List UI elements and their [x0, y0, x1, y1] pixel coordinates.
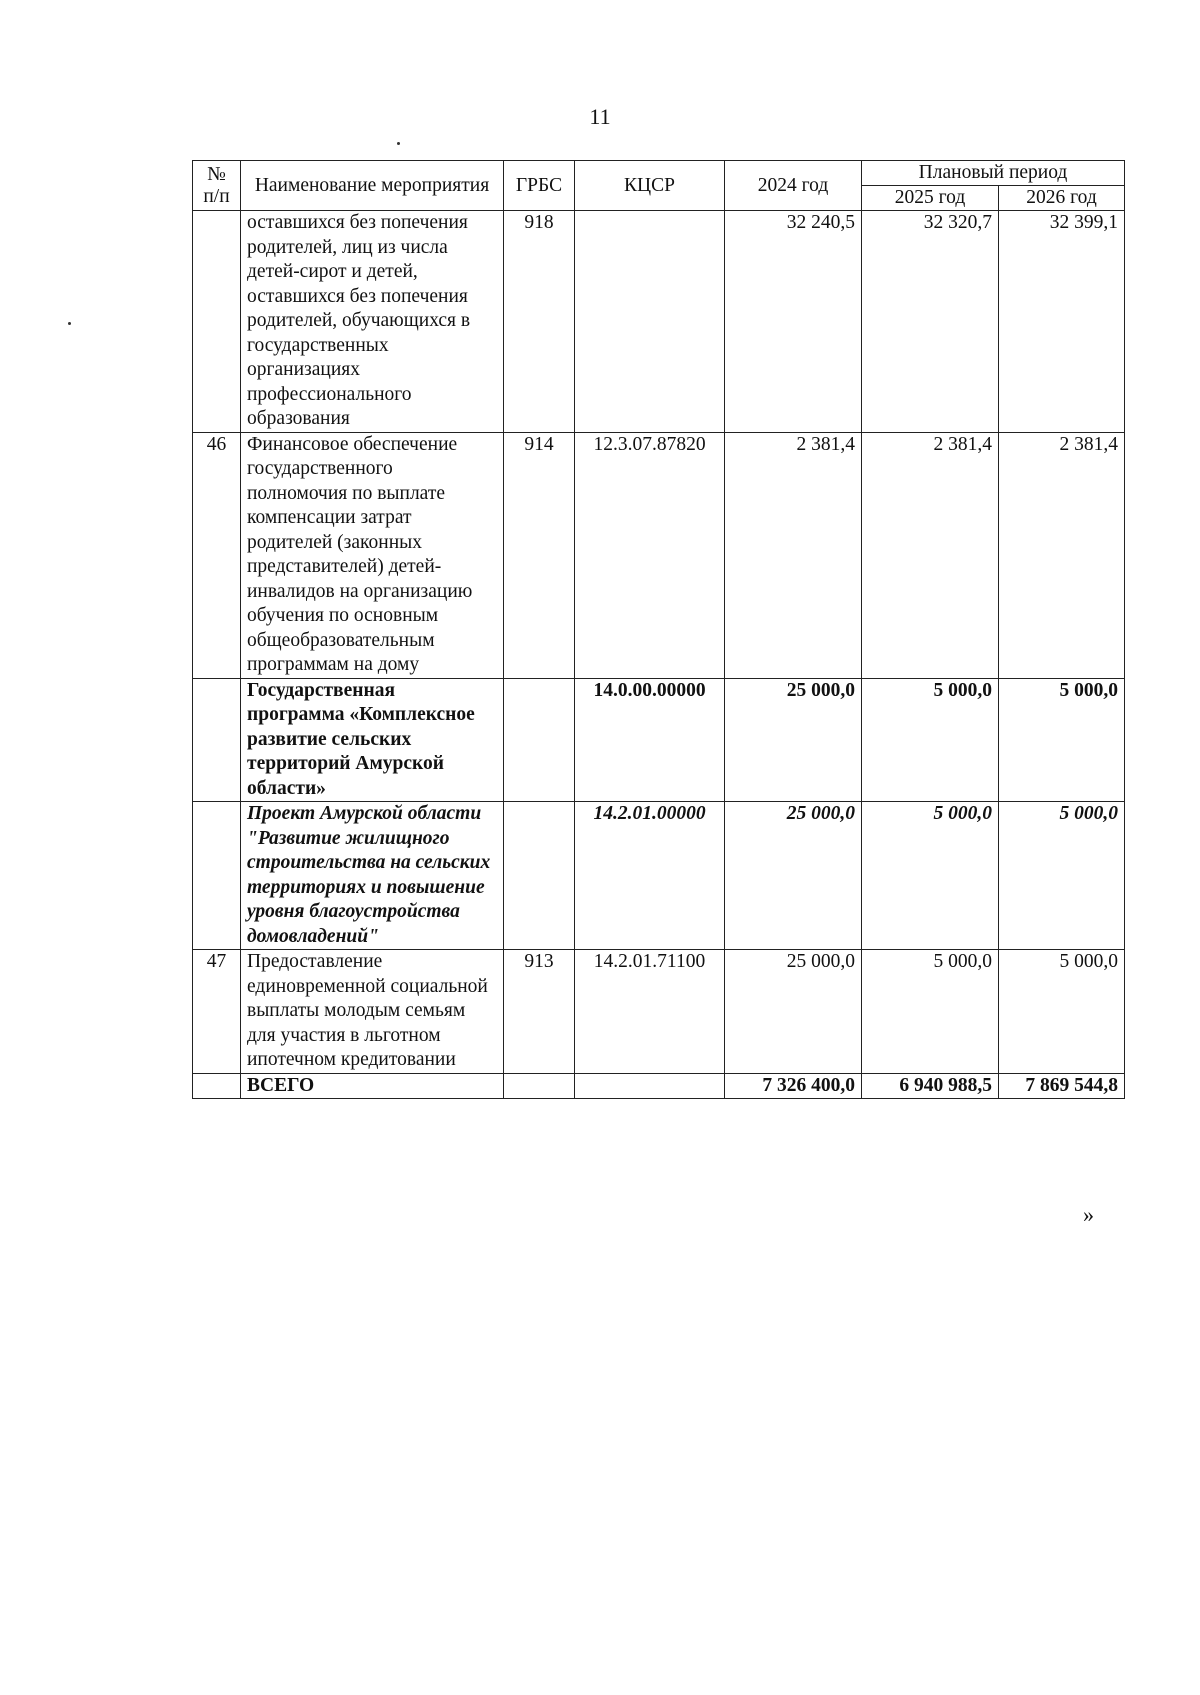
cell-kcsr: 14.2.01.71100: [575, 950, 725, 1074]
budget-table: [192, 160, 1125, 1099]
cell-2025: 5 000,0: [862, 802, 999, 950]
cell-num: [193, 211, 241, 433]
cell-grbs: 918: [504, 211, 575, 433]
cell-2026: 5 000,0: [999, 802, 1125, 950]
cell-kcsr: 12.3.07.87820: [575, 432, 725, 678]
scan-speck: [68, 322, 71, 325]
cell-kcsr: [575, 1073, 725, 1099]
cell-2026: 32 399,1: [999, 211, 1125, 433]
cell-name: Финансовое обеспечение государственного полномочия по выплате компенсации затрат родителей (законных представителей) детей-инвалидов на организацию обучения по основным общеобразовательным программам на дому: [241, 432, 504, 678]
cell-2024: 7 326 400,0: [725, 1073, 862, 1099]
cell-grbs: [504, 802, 575, 950]
cell-kcsr: 14.0.00.00000: [575, 678, 725, 802]
table-row: [193, 950, 1125, 1074]
table-row: [193, 802, 1125, 950]
cell-kcsr: 14.2.01.00000: [575, 802, 725, 950]
cell-2026: 5 000,0: [999, 678, 1125, 802]
cell-kcsr: [575, 211, 725, 433]
cell-2026: 5 000,0: [999, 950, 1125, 1074]
header-kcsr: КЦСР: [575, 161, 725, 211]
cell-name: Проект Амурской области "Развитие жилищного строительства на сельских территориях и повышение уровня благоустройства домовладений": [241, 802, 504, 950]
cell-2025: 32 320,7: [862, 211, 999, 433]
cell-num: [193, 1073, 241, 1099]
cell-2024: 32 240,5: [725, 211, 862, 433]
cell-num: [193, 678, 241, 802]
scan-speck: [397, 142, 400, 145]
table-row: [193, 432, 1125, 678]
table-row: [193, 1073, 1125, 1099]
cell-2025: 5 000,0: [862, 678, 999, 802]
cell-name: Предоставление единовременной социальной выплаты молодым семьям для участия в льготном ипотечном кредитовании: [241, 950, 504, 1074]
cell-2024: 2 381,4: [725, 432, 862, 678]
cell-grbs: [504, 678, 575, 802]
page-number: 11: [589, 104, 611, 129]
cell-2026: 7 869 544,8: [999, 1073, 1125, 1099]
cell-grbs: 913: [504, 950, 575, 1074]
cell-num: 46: [193, 432, 241, 678]
cell-name: Государственная программа «Комплексное развитие сельских территорий Амурской области»: [241, 678, 504, 802]
cell-2026: 2 381,4: [999, 432, 1125, 678]
cell-2024: 25 000,0: [725, 678, 862, 802]
cell-name: ВСЕГО: [241, 1073, 504, 1099]
closing-quote: »: [1083, 1202, 1094, 1227]
cell-2024: 25 000,0: [725, 950, 862, 1074]
cell-num: 47: [193, 950, 241, 1074]
cell-2025: 6 940 988,5: [862, 1073, 999, 1099]
header-name: Наименование мероприятия: [241, 161, 504, 211]
header-year-2024: 2024 год: [725, 161, 862, 211]
cell-grbs: 914: [504, 432, 575, 678]
cell-name: оставшихся без попечения родителей, лиц из числа детей-сирот и детей, оставшихся без попечения родителей, обучающихся в государственных организациях профессионального образования: [241, 211, 504, 433]
header-year-2026: 2026 год: [999, 186, 1125, 211]
table-row: [193, 678, 1125, 802]
header-grbs: ГРБС: [504, 161, 575, 211]
header-planned-period: Плановый период: [862, 161, 1125, 186]
cell-2025: 2 381,4: [862, 432, 999, 678]
header-num: № п/п: [193, 161, 241, 211]
table-header: [193, 161, 1125, 211]
cell-num: [193, 802, 241, 950]
cell-2025: 5 000,0: [862, 950, 999, 1074]
header-year-2025: 2025 год: [862, 186, 999, 211]
cell-2024: 25 000,0: [725, 802, 862, 950]
table-body: [193, 211, 1125, 1099]
cell-grbs: [504, 1073, 575, 1099]
table-row: [193, 211, 1125, 433]
